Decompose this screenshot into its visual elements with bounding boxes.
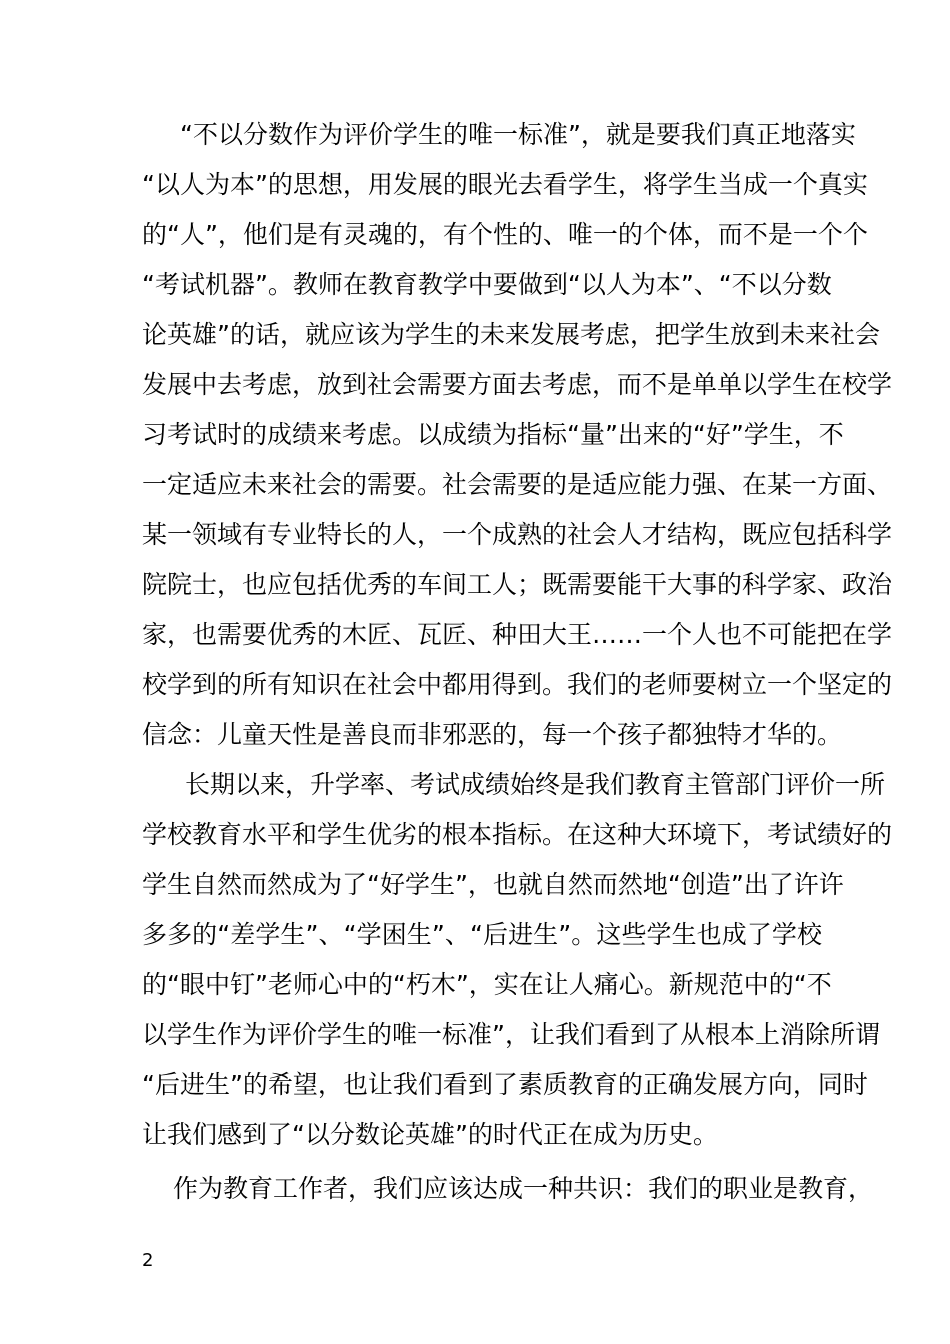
text-line: 院院士，也应包括优秀的车间工人；既需要能干大事的科学家、政治: [142, 570, 893, 599]
text-line: 家，也需要优秀的木匠、瓦匠、种田大王……一个人也不可能把在学: [142, 620, 893, 649]
text-line: 长期以来，升学率、考试成绩始终是我们教育主管部门评价一所: [185, 770, 886, 799]
text-line: “以人为本”的思想，用发展的眼光去看学生，将学生当成一个真实: [142, 170, 868, 199]
text-line: 的“眼中钉”老师心中的“朽木”，实在让人痛心。新规范中的“不: [142, 970, 832, 999]
text-line: 习考试时的成绩来考虑。以成绩为指标“量”出来的“好”学生，不: [142, 420, 844, 449]
text-line: 学生自然而然成为了“好学生”，也就自然而然地“创造”出了许许: [142, 870, 844, 899]
text-line: 的“人”，他们是有灵魂的，有个性的、唯一的个体，而不是一个个: [142, 220, 868, 249]
text-line: 校学到的所有知识在社会中都用得到。我们的老师要树立一个坚定的: [142, 670, 893, 699]
text-line: 让我们感到了“以分数论英雄”的时代正在成为历史。: [142, 1120, 718, 1149]
text-line: “考试机器”。教师在教育教学中要做到“以人为本”、“不以分数: [142, 270, 832, 299]
text-line: 作为教育工作者，我们应该达成一种共识：我们的职业是教育，: [173, 1174, 874, 1203]
text-line: 信念：儿童天性是善良而非邪恶的，每一个孩子都独特才华的。: [142, 720, 843, 749]
text-line: “后进生”的希望，也让我们看到了素质教育的正确发展方向，同时: [142, 1070, 868, 1099]
page-number: 2: [142, 1250, 154, 1271]
text-line: 以学生作为评价学生的唯一标准”，让我们看到了从根本上消除所谓: [142, 1020, 880, 1049]
text-line: 多多的“差学生”、“学困生”、“后进生”。这些学生也成了学校: [142, 920, 822, 949]
text-line: 论英雄”的话，就应该为学生的未来发展考虑，把学生放到未来社会: [142, 320, 880, 349]
text-line: “不以分数作为评价学生的唯一标准”，就是要我们真正地落实: [180, 120, 856, 149]
text-line: 某一领域有专业特长的人，一个成熟的社会人才结构，既应包括科学: [142, 520, 893, 549]
text-line: 发展中去考虑，放到社会需要方面去考虑，而不是单单以学生在校学: [142, 370, 893, 399]
text-line: 一定适应未来社会的需要。社会需要的是适应能力强、在某一方面、: [142, 470, 893, 499]
text-line: 学校教育水平和学生优劣的根本指标。在这种大环境下，考试绩好的: [142, 820, 893, 849]
